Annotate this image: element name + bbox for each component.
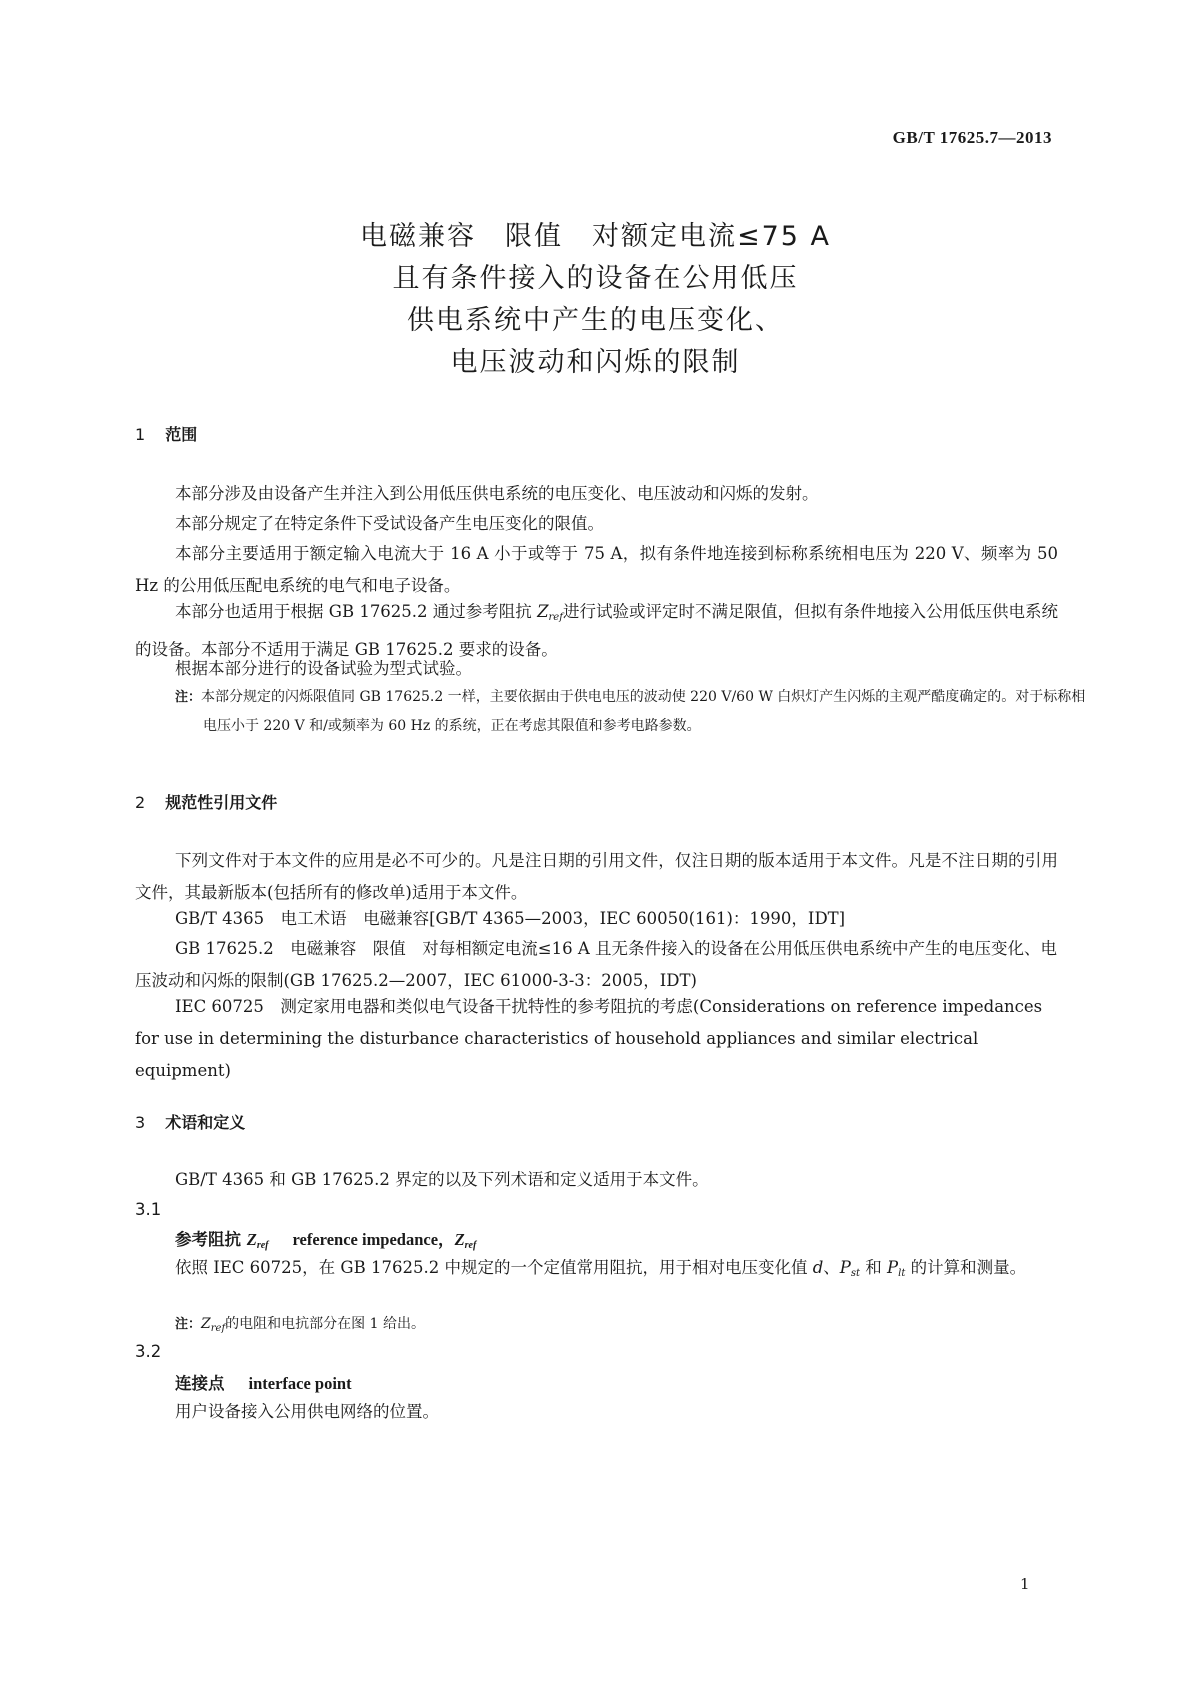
term-definition: 依照 IEC 60725，在 GB 17625.2 中规定的一个定值常用阻抗，用于相对电压变化值 d、$P_{st}$ 和 $P_{lt}$ 的计算和测量。	[175, 1258, 1027, 1279]
section-1-paragraph: 根据本部分进行的设备试验为型式试验。	[175, 659, 472, 678]
section-number: 3	[135, 1113, 146, 1132]
note-label: 注：	[175, 1317, 202, 1332]
term-cn: 连接点	[175, 1374, 225, 1393]
term-definition: 用户设备接入公用供电网络的位置。	[175, 1402, 439, 1421]
text-run: 本部分也适用于根据 GB 17625.2 通过参考阻抗	[175, 602, 538, 621]
term-heading	[175, 1370, 352, 1394]
section-number: 1	[135, 425, 146, 444]
term-heading	[175, 1226, 476, 1251]
section-2-heading	[135, 790, 277, 813]
section-title: 规范性引用文件	[165, 793, 278, 812]
term-en: interface point	[248, 1374, 352, 1393]
term-note	[175, 1310, 1086, 1343]
symbol-pst: $P_{st}$	[839, 1258, 861, 1279]
term-en: reference impedance，$Z_{ref}$	[292, 1230, 477, 1251]
page-number: 1	[1020, 1575, 1030, 1593]
section-title: 术语和定义	[165, 1113, 246, 1132]
document-title-line-4: 电压波动和闪烁的限制	[450, 347, 741, 378]
section-1-paragraph: 本部分主要适用于额定输入电流大于 16 A 小于或等于 75 A，拟有条件地连接到标称系统相电压为 220 V、频率为 50 Hz 的公用低压配电系统的电气和电子设备。	[135, 544, 1058, 595]
zref-symbol: $Z_{ref}$	[454, 1230, 477, 1251]
note-label: 注：	[175, 690, 202, 705]
term-cn: 参考阻抗	[175, 1230, 247, 1249]
standard-number: GB/T 17625.7—2013	[892, 128, 1052, 147]
section-1-heading	[135, 422, 197, 445]
note-text: 的电阻和电抗部分在图 1 给出。	[225, 1316, 425, 1332]
symbol-plt: $P_{lt}$	[887, 1258, 906, 1279]
section-title: 范围	[165, 425, 198, 444]
normative-reference: GB 17625.2 电磁兼容 限值 对每相额定电流≤16 A 且无条件接入的设备在公用低压供电系统中产生的电压变化、电压波动和闪烁的限制(GB 17625.2—2007，IEC 61000-3-3：2005，IDT)	[135, 939, 1058, 990]
zref-symbol: $Z_{ref}$	[537, 602, 563, 623]
document-title-line-3: 供电系统中产生的电压变化、	[407, 305, 784, 336]
document-title-line-2: 且有条件接入的设备在公用低压	[392, 263, 799, 294]
zref-symbol: $Z_{ref}$	[246, 1230, 269, 1251]
term-number: 3.2	[135, 1342, 162, 1361]
section-3-intro: GB/T 4365 和 GB 17625.2 界定的以及下列术语和定义适用于本文件。	[175, 1170, 709, 1189]
section-1-paragraph: 本部分涉及由设备产生并注入到公用低压供电系统的电压变化、电压波动和闪烁的发射。	[175, 484, 819, 503]
text-run: 进行试验或评定时不满足限值，但拟有条件地接入公用低压供电系统的设备。本部分不适用于满足 GB 17625.2 要求的设备。	[135, 602, 1058, 659]
normative-reference: GB/T 4365 电工术语 电磁兼容[GB/T 4365—2003，IEC 60050(161)：1990，IDT]	[175, 909, 846, 928]
section-2-intro: 下列文件对于本文件的应用是必不可少的。凡是注日期的引用文件，仅注日期的版本适用于本文件。凡是不注日期的引用文件，其最新版本(包括所有的修改单)适用于本文件。	[135, 851, 1058, 902]
symbol-d: d	[812, 1258, 824, 1277]
term-number: 3.1	[135, 1200, 162, 1219]
section-1-paragraph: 本部分规定了在特定条件下受试设备产生电压变化的限值。	[175, 514, 604, 533]
document-title-line-1: 电磁兼容 限值 对额定电流≤75 A	[359, 221, 832, 252]
note-text: 本部分规定的闪烁限值同 GB 17625.2 一样，主要依据由于供电电压的波动使 220 V/60 W 白炽灯产生闪烁的主观严酷度确定的。对于标称相电压小于 220 V 和/或频率为 60 Hz 的系统，正在考虑其限值和参考电路参数。	[201, 689, 1086, 734]
section-3-heading	[135, 1110, 245, 1133]
section-number: 2	[135, 793, 146, 812]
normative-reference: IEC 60725 测定家用电器和类似电气设备干扰特性的参考阻抗的考虑(Considerations on reference impedances for use in determining the disturbance characteristics of household appliances and similar electrical equipment)	[135, 997, 1043, 1080]
zref-symbol: $Z_{ref}$	[201, 1316, 226, 1334]
section-1-note	[175, 683, 1086, 741]
